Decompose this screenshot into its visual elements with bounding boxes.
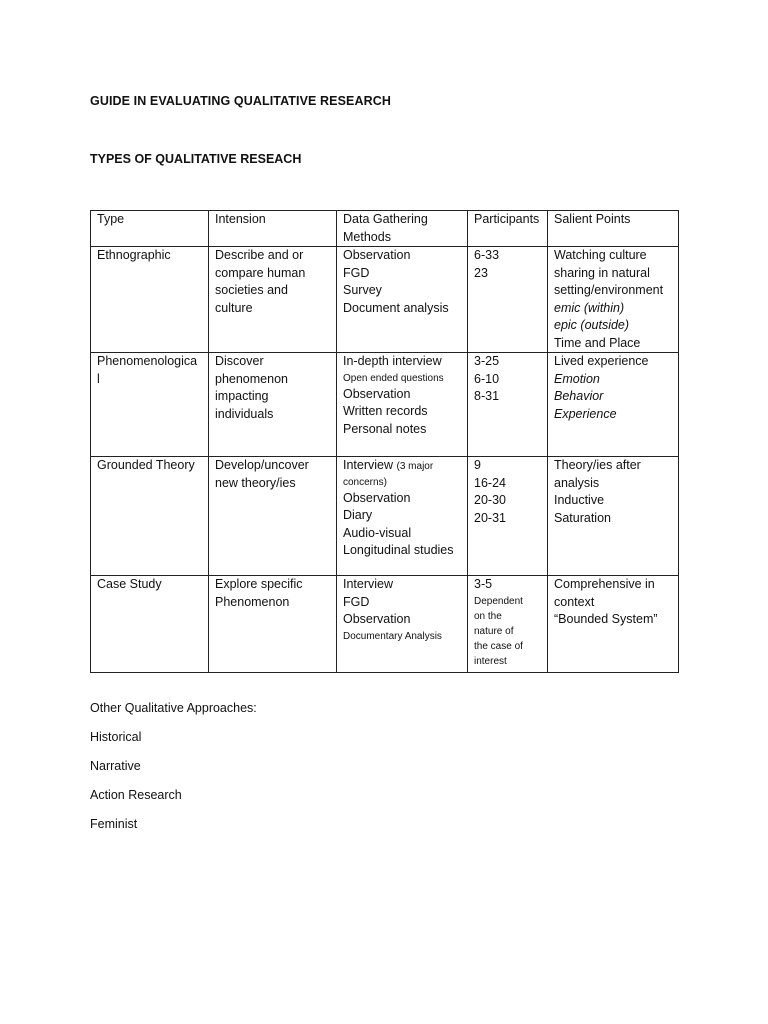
cell-line: context	[554, 594, 595, 609]
cell-line: nature of	[474, 625, 514, 637]
table-row	[91, 247, 679, 353]
cell-line: Dependent	[474, 595, 523, 607]
cell-methods	[337, 457, 468, 576]
cell-line: Watching culture	[554, 248, 647, 262]
cell-line: setting/environment	[554, 283, 664, 297]
header-type	[91, 211, 209, 247]
cell-type	[91, 247, 209, 353]
cell-line: Describe and or	[215, 248, 304, 262]
cell-line: 3-5	[474, 577, 493, 591]
list-item: Action Research	[90, 788, 182, 802]
cell-line: Written records	[343, 404, 428, 418]
cell-intension	[209, 247, 337, 353]
cell-line: Saturation	[554, 510, 611, 525]
cell-line: Observation	[343, 490, 411, 505]
cell-line: on the	[474, 610, 502, 622]
cell-line: Phenomenologica	[97, 354, 198, 368]
cell-participants	[468, 353, 548, 457]
table-header-row	[91, 211, 679, 247]
cell-methods	[337, 353, 468, 457]
cell-line: “Bounded System”	[554, 612, 658, 626]
cell-line: Document analysis	[343, 300, 449, 315]
cell-line: Diary	[343, 508, 373, 522]
cell-line: Observation	[343, 248, 411, 262]
cell-salient	[548, 576, 679, 673]
document-title: GUIDE IN EVALUATING QUALITATIVE RESEARCH	[90, 94, 391, 108]
cell-line: 8-31	[474, 389, 500, 403]
cell-line: Open ended questions	[343, 372, 444, 384]
cell-participants	[468, 576, 548, 673]
table-row	[91, 576, 679, 673]
cell-line: epic (outside)	[554, 318, 630, 332]
cell-line: Experience	[554, 406, 617, 421]
cell-line: sharing in natural	[554, 265, 650, 280]
cell-line: Ethnographic	[97, 248, 171, 262]
cell-type	[91, 457, 209, 576]
cell-line: Interview	[343, 577, 394, 591]
cell-participants	[468, 457, 548, 576]
cell-line: 9	[474, 458, 481, 472]
cell-line: individuals	[215, 406, 274, 421]
cell-line: emic (within)	[554, 300, 625, 315]
cell-line: 3-25	[474, 354, 500, 368]
other-approaches	[90, 700, 257, 845]
cell-line: impacting	[215, 389, 269, 403]
cell-line: societies and	[215, 283, 288, 297]
cell-intension	[209, 576, 337, 673]
cell-line: 6-10	[474, 371, 500, 386]
cell-line: analysis	[554, 475, 600, 490]
interview-note: concerns)	[343, 476, 387, 488]
header-participants	[468, 211, 548, 247]
header-data-gathering-label: Methods	[343, 229, 391, 244]
cell-line: 16-24	[474, 475, 506, 490]
cell-line: Observation	[343, 386, 411, 401]
header-participants-label: Participants	[474, 212, 540, 226]
header-data-gathering	[337, 211, 468, 247]
cell-line: Discover	[215, 354, 264, 368]
cell-line: Emotion	[554, 371, 600, 386]
cell-line: Case Study	[97, 577, 162, 591]
cell-line: Time and Place	[554, 335, 641, 350]
list-item: Narrative	[90, 759, 141, 773]
cell-line: 6-33	[474, 248, 500, 262]
cell-line: Inductive	[554, 493, 605, 507]
cell-line: Observation	[343, 612, 411, 626]
list-item: Feminist	[90, 817, 138, 831]
interview-label: Interview	[343, 458, 394, 472]
cell-line: 23	[474, 265, 488, 280]
header-salient-points	[548, 211, 679, 247]
cell-line: compare human	[215, 265, 306, 280]
cell-line: In-depth interview	[343, 354, 442, 368]
cell-line	[343, 457, 463, 475]
cell-salient	[548, 353, 679, 457]
cell-line: Explore specific	[215, 577, 303, 591]
header-intension-label: Intension	[215, 212, 266, 226]
cell-line: Longitudinal studies	[343, 543, 454, 557]
cell-line: culture	[215, 300, 253, 315]
cell-line: Audio-visual	[343, 525, 412, 540]
cell-participants	[468, 247, 548, 353]
section-title: TYPES OF QUALITATIVE RESEACH	[90, 152, 302, 166]
cell-intension	[209, 353, 337, 457]
cell-type	[91, 576, 209, 673]
cell-line: Develop/uncover	[215, 458, 309, 472]
cell-line: Grounded Theory	[97, 458, 195, 472]
cell-line: Lived experience	[554, 354, 649, 368]
list-item: Historical	[90, 730, 142, 744]
cell-line: Personal notes	[343, 421, 427, 436]
header-intension	[209, 211, 337, 247]
cell-type	[91, 353, 209, 457]
cell-line: the case of	[474, 640, 523, 652]
interview-note: (3 major	[396, 461, 434, 472]
cell-methods	[337, 247, 468, 353]
header-salient-points-label: Salient Points	[554, 212, 631, 226]
cell-line: Phenomenon	[215, 594, 290, 609]
cell-methods	[337, 576, 468, 673]
header-data-gathering-label: Data Gathering	[343, 212, 428, 226]
cell-line: phenomenon	[215, 371, 288, 386]
header-type-label: Type	[97, 212, 125, 226]
cell-line: new theory/ies	[215, 475, 296, 490]
cell-salient	[548, 457, 679, 576]
other-approaches-heading: Other Qualitative Approaches:	[90, 701, 257, 715]
cell-line: 20-31	[474, 510, 506, 525]
cell-line: FGD	[343, 265, 370, 280]
cell-line: Behavior	[554, 389, 604, 403]
cell-line: interest	[474, 655, 507, 667]
cell-line: Comprehensive in	[554, 577, 655, 591]
cell-intension	[209, 457, 337, 576]
cell-line: Theory/ies after	[554, 458, 641, 472]
table-row	[91, 353, 679, 457]
qualitative-research-table	[90, 210, 679, 673]
cell-line: Documentary Analysis	[343, 630, 442, 642]
cell-line: l	[97, 371, 100, 386]
cell-line: 20-30	[474, 493, 506, 507]
cell-line: FGD	[343, 594, 370, 609]
cell-salient	[548, 247, 679, 353]
cell-line: Survey	[343, 283, 382, 297]
table-row	[91, 457, 679, 576]
